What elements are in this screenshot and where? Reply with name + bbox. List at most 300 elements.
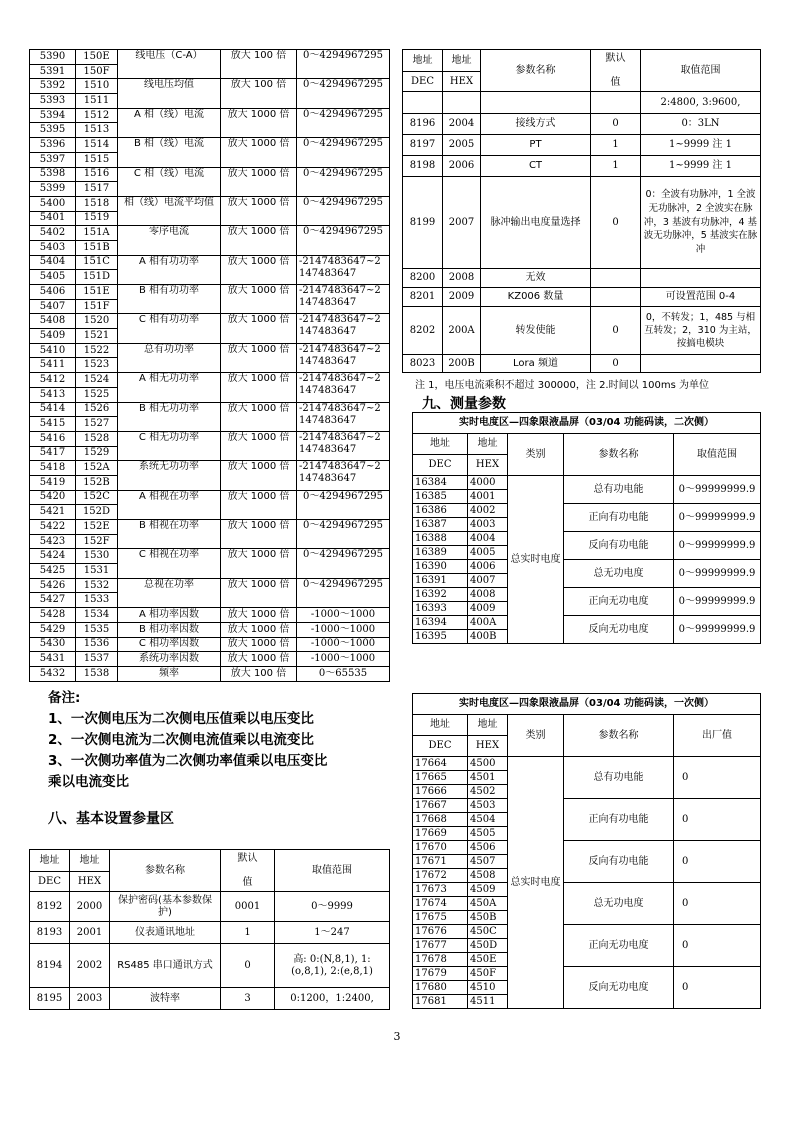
header-hex: HEX (468, 736, 508, 757)
cell-hex: 2007 (443, 177, 481, 269)
cell-hex: 1531 (76, 564, 118, 579)
cell-hex: 1521 (76, 329, 118, 344)
cell-dec: 5426 (30, 578, 76, 593)
cell-param-value: 0～99999999.9 (674, 532, 761, 560)
cell-category: 总实时电度 (508, 476, 564, 644)
caption-row (413, 694, 761, 715)
register-table-left (29, 49, 390, 682)
cell-range: 0：全波有功脉冲，1 全波无功脉冲，2 全波实在脉冲，3 基波有功脉冲，4 基波无功脉冲，5 基波实在脉冲 (641, 177, 761, 269)
cell-hex: 1510 (76, 79, 118, 94)
cell-scale: 放大 1000 倍 (221, 167, 297, 196)
cell-dec: 5421 (30, 505, 76, 520)
cell-default: 1 (221, 922, 275, 944)
cell-param-value: 0 (674, 967, 761, 1009)
cell-hex: 152D (76, 505, 118, 520)
table-row (30, 637, 390, 652)
header-hex: HEX (468, 455, 508, 476)
cell-hex: 151E (76, 285, 118, 300)
table-row (30, 343, 390, 358)
cell-hex: 150F (76, 64, 118, 79)
cell-hex: 152B (76, 475, 118, 490)
table-row (30, 196, 390, 211)
cell-param-name: 反向无功电度 (564, 616, 674, 644)
cell-hex: 4002 (468, 504, 508, 518)
table-row (413, 757, 761, 771)
table-row (30, 108, 390, 123)
table-row (30, 666, 390, 681)
cell-range: -2147483647~2147483647 (297, 431, 390, 460)
table-caption: 实时电度区—四象限液晶屏（03/04 功能码读，二次侧） (413, 413, 761, 434)
cell-name: KZ006 数量 (481, 288, 591, 307)
cell-range: -1000～1000 (297, 622, 390, 637)
cell-dec: 5406 (30, 285, 76, 300)
table-row (30, 79, 390, 94)
cell-hex: 4501 (468, 771, 508, 785)
cell-scale: 放大 1000 倍 (221, 402, 297, 431)
cell-dec: 5418 (30, 461, 76, 476)
cell-hex: 1518 (76, 196, 118, 211)
header-addr-1: 地址 (30, 850, 70, 872)
cell-name: B 相无功功率 (118, 402, 221, 431)
cell-scale: 放大 1000 倍 (221, 578, 297, 607)
cell-dec: 5403 (30, 240, 76, 255)
cell-hex: 1537 (76, 652, 118, 667)
cell-param-value: 0～99999999.9 (674, 588, 761, 616)
cell-hex: 4503 (468, 799, 508, 813)
cell-hex: 1538 (76, 666, 118, 681)
table-row (30, 373, 390, 388)
footnote: 注 1，电压电流乘积不超过 300000，注 2.时间以 100ms 为单位 (415, 380, 710, 391)
cell-hex: 1517 (76, 182, 118, 197)
header-range: 取值范围 (275, 850, 390, 892)
header-param-name: 参数名称 (481, 50, 591, 92)
cell-hex: 4005 (468, 546, 508, 560)
cell-param-value: 0 (674, 757, 761, 799)
table-row (30, 578, 390, 593)
cell-hex: 2006 (443, 156, 481, 177)
cell-dec: 5401 (30, 211, 76, 226)
page-number: 3 (393, 1030, 401, 1043)
cell-name: 线电压均值 (118, 79, 221, 108)
cell-range: -1000～1000 (297, 652, 390, 667)
cell-range: 0～4294967295 (297, 108, 390, 137)
cell-dec: 17672 (413, 869, 468, 883)
cell-hex: 4001 (468, 490, 508, 504)
cell-name: C 相功率因数 (118, 637, 221, 652)
measure-table-secondary (412, 412, 761, 644)
table-row (30, 50, 390, 65)
cell-hex: 1533 (76, 593, 118, 608)
cell-hex: 4508 (468, 869, 508, 883)
cell-hex: 4006 (468, 560, 508, 574)
header-param-name: 参数名称 (564, 434, 674, 476)
table-row (30, 520, 390, 535)
cell-range: 0～4294967295 (297, 520, 390, 549)
table-caption: 实时电度区—四象限液晶屏（03/04 功能码读，一次侧） (413, 694, 761, 715)
cell-hex: 1527 (76, 417, 118, 432)
cell-hex: 400A (468, 616, 508, 630)
cell-dec: 16390 (413, 560, 468, 574)
cell-scale: 放大 1000 倍 (221, 343, 297, 372)
cell-range: 0～65535 (297, 666, 390, 681)
cell-hex: 4007 (468, 574, 508, 588)
cell-dec: 17664 (413, 757, 468, 771)
cell-hex: 1514 (76, 138, 118, 153)
cell-dec: 17681 (413, 995, 468, 1009)
cell-hex: 1524 (76, 373, 118, 388)
cell-range: -2147483647~2147483647 (297, 285, 390, 314)
cell-range: 0～4294967295 (297, 167, 390, 196)
table-row (413, 799, 761, 813)
header-category: 类别 (508, 434, 564, 476)
cell-param-value: 0～99999999.9 (674, 560, 761, 588)
cell-range: 0～4294967295 (297, 490, 390, 519)
header-param-name: 参数名称 (110, 850, 221, 892)
cell-dec: 16385 (413, 490, 468, 504)
cell-hex: 4510 (468, 981, 508, 995)
cell-name: RS485 串口通讯方式 (110, 944, 221, 988)
cell-range: 1~9999 注 1 (641, 156, 761, 177)
cell-dec: 16384 (413, 476, 468, 490)
cell-dec: 5419 (30, 475, 76, 490)
cell-dec: 5407 (30, 299, 76, 314)
cell-hex: 1534 (76, 608, 118, 623)
header-param-name: 参数名称 (564, 715, 674, 757)
cell-range: -1000～1000 (297, 608, 390, 623)
cell-param-name: 正向有功电能 (564, 799, 674, 841)
cell-hex: 2005 (443, 135, 481, 156)
cell-dec: 5405 (30, 270, 76, 285)
cell-scale: 放大 1000 倍 (221, 490, 297, 519)
cell-range: 0～4294967295 (297, 196, 390, 225)
cell-param-name: 总有功电能 (564, 476, 674, 504)
base-settings-table (29, 849, 390, 1010)
cell-dec: 16389 (413, 546, 468, 560)
caption-row (413, 413, 761, 434)
cell-hex: 450C (468, 925, 508, 939)
cell-dec: 5390 (30, 50, 76, 65)
cell-hex: 4000 (468, 476, 508, 490)
cell-dec: 5422 (30, 520, 76, 535)
cell-name: 总有功功率 (118, 343, 221, 372)
cell-name: A 相有功功率 (118, 255, 221, 284)
cell-range: 0：3LN (641, 114, 761, 135)
table-row (413, 967, 761, 981)
cell-name: PT (481, 135, 591, 156)
cell-hex: 1535 (76, 622, 118, 637)
cell-dec: 5398 (30, 167, 76, 182)
note-line-1: 1、一次侧电压为二次侧电压值乘以电压变比 (48, 711, 314, 727)
cell-dec: 5404 (30, 255, 76, 270)
cell-hex: 4504 (468, 813, 508, 827)
cell-hex: 4509 (468, 883, 508, 897)
cell-dec: 5425 (30, 564, 76, 579)
cell-dec: 5391 (30, 64, 76, 79)
cell-hex: 4004 (468, 532, 508, 546)
cell-hex: 1528 (76, 431, 118, 446)
cell-dec: 16395 (413, 630, 468, 644)
cell-default: 0 (591, 307, 641, 355)
cell-dec: 8198 (403, 156, 443, 177)
cell-dec: 5417 (30, 446, 76, 461)
header-dec: DEC (403, 72, 443, 92)
header-category: 类别 (508, 715, 564, 757)
cell-name: 线电压（C-A） (118, 50, 221, 79)
cell-name: 总视在功率 (118, 578, 221, 607)
cell-dec: 8199 (403, 177, 443, 269)
cell-scale: 放大 1000 倍 (221, 622, 297, 637)
cell-range: -2147483647~2147483647 (297, 255, 390, 284)
cell-dec: 16387 (413, 518, 468, 532)
cell-hex: 152E (76, 520, 118, 535)
cell-dec: 8201 (403, 288, 443, 307)
cell-hex: 400B (468, 630, 508, 644)
cell-hex: 1536 (76, 637, 118, 652)
cell-dec: 5408 (30, 314, 76, 329)
cell-dec: 5393 (30, 94, 76, 109)
cell-name: A 相功率因数 (118, 608, 221, 623)
cell-dec: 5413 (30, 387, 76, 402)
cell-name: B 相视在功率 (118, 520, 221, 549)
cell-dec: 17667 (413, 799, 468, 813)
cell-range: 0～4294967295 (297, 549, 390, 578)
table-row (413, 616, 761, 630)
cell-hex: 2008 (443, 269, 481, 288)
cell-hex: 1513 (76, 123, 118, 138)
cell-hex: 2009 (443, 288, 481, 307)
cell-hex: 450D (468, 939, 508, 953)
table-row (30, 622, 390, 637)
table-row (413, 588, 761, 602)
cell-name: 保护密码(基本参数保护) (110, 892, 221, 922)
cell-dec: 17674 (413, 897, 468, 911)
cell-hex: 1511 (76, 94, 118, 109)
cell-hex: 152C (76, 490, 118, 505)
cell-dec: 5402 (30, 226, 76, 241)
cell-range: 0～4294967295 (297, 79, 390, 108)
cell-default: 0 (591, 177, 641, 269)
cell-hex: 2002 (70, 944, 110, 988)
notes-title: 备注: (48, 690, 81, 706)
cell-default: 0001 (221, 892, 275, 922)
cell-param-name: 总无功电度 (564, 883, 674, 925)
cell-dec: 16393 (413, 602, 468, 616)
cell-range: 0～4294967295 (297, 226, 390, 255)
cell-param-value: 0 (674, 841, 761, 883)
cell-name: 转发使能 (481, 307, 591, 355)
cell-empty (591, 92, 641, 114)
cell-dec: 17679 (413, 967, 468, 981)
cell-dec: 16392 (413, 588, 468, 602)
cell-hex: 2004 (443, 114, 481, 135)
cell-dec: 5394 (30, 108, 76, 123)
cell-dec: 8202 (403, 307, 443, 355)
cell-default: 0 (591, 114, 641, 135)
table-row (30, 490, 390, 505)
cell-dec: 17665 (413, 771, 468, 785)
header-addr-2: 地址 (468, 434, 508, 455)
cell-category: 总实时电度 (508, 757, 564, 1009)
cell-scale: 放大 1000 倍 (221, 608, 297, 623)
header-value: 出厂值 (674, 715, 761, 757)
cell-name: 波特率 (110, 988, 221, 1010)
cell-param-name: 正向无功电度 (564, 925, 674, 967)
cell-name: 系统无功功率 (118, 461, 221, 490)
header-default: 默认 值 (591, 50, 641, 92)
cell-range: 0，不转发；1，485 与相互转发；2，310 为主站，按搞电模块 (641, 307, 761, 355)
cell-dec: 17680 (413, 981, 468, 995)
cell-name: B 相有功功率 (118, 285, 221, 314)
cell-dec: 5430 (30, 637, 76, 652)
cell-scale: 放大 1000 倍 (221, 196, 297, 225)
header-hex: HEX (70, 872, 110, 892)
cell-hex: 4500 (468, 757, 508, 771)
cell-name: 零序电流 (118, 226, 221, 255)
cell-param-value: 0 (674, 925, 761, 967)
cell-scale: 放大 1000 倍 (221, 652, 297, 667)
cell-hex: 1520 (76, 314, 118, 329)
cell-range: 可设置范围 0-4 (641, 288, 761, 307)
cell-dec: 17678 (413, 953, 468, 967)
cell-dec: 16391 (413, 574, 468, 588)
table-row (30, 608, 390, 623)
cell-hex: 150E (76, 50, 118, 65)
cell-hex: 152F (76, 534, 118, 549)
cell-dec: 5395 (30, 123, 76, 138)
cell-dec: 17671 (413, 855, 468, 869)
table-row (30, 285, 390, 300)
cell-hex: 4502 (468, 785, 508, 799)
cell-scale: 放大 1000 倍 (221, 520, 297, 549)
cell-hex: 450A (468, 897, 508, 911)
cell-scale: 放大 100 倍 (221, 50, 297, 79)
cell-dec: 17676 (413, 925, 468, 939)
cell-hex: 1529 (76, 446, 118, 461)
table-row (30, 652, 390, 667)
cell-name: 频率 (118, 666, 221, 681)
cell-hex: 151F (76, 299, 118, 314)
cell-scale: 放大 1000 倍 (221, 138, 297, 167)
header-addr-1: 地址 (403, 50, 443, 72)
cell-hex: 1512 (76, 108, 118, 123)
cell-scale: 放大 1000 倍 (221, 314, 297, 343)
cell-range (641, 355, 761, 373)
cell-hex: 4507 (468, 855, 508, 869)
table-row (30, 549, 390, 564)
cell-param-name: 总有功电能 (564, 757, 674, 799)
cell-param-value: 0 (674, 799, 761, 841)
header-addr-1: 地址 (413, 434, 468, 455)
cell-param-name: 正向无功电度 (564, 588, 674, 616)
cell-range: 1~9999 注 1 (641, 135, 761, 156)
cell-dec: 5431 (30, 652, 76, 667)
header-addr-2: 地址 (468, 715, 508, 736)
cell-dec: 8194 (30, 944, 70, 988)
cell-dec: 5409 (30, 329, 76, 344)
cell-dec: 5396 (30, 138, 76, 153)
cell-hex: 4009 (468, 602, 508, 616)
cell-hex: 450E (468, 953, 508, 967)
cell-param-name: 反向有功电能 (564, 841, 674, 883)
table-row (413, 883, 761, 897)
cell-dec: 5397 (30, 152, 76, 167)
cell-dec: 8200 (403, 269, 443, 288)
cell-name: 仪表通讯地址 (110, 922, 221, 944)
cell-dec: 8023 (403, 355, 443, 373)
cell-name: A 相（线）电流 (118, 108, 221, 137)
cell-dec: 5428 (30, 608, 76, 623)
header-value: 取值范围 (674, 434, 761, 476)
cell-dec: 17666 (413, 785, 468, 799)
cell-hex: 4511 (468, 995, 508, 1009)
cell-scale: 放大 1000 倍 (221, 637, 297, 652)
cell-range: -2147483647~2147483647 (297, 461, 390, 490)
header-dec: DEC (30, 872, 70, 892)
cell-hex: 2003 (70, 988, 110, 1010)
cell-range: 高: 0:(N,8,1), 1:(o,8,1), 2:(e,8,1) (275, 944, 390, 988)
cell-name: B 相（线）电流 (118, 138, 221, 167)
cell-range: -2147483647~2147483647 (297, 314, 390, 343)
table-row (30, 138, 390, 153)
cell-range: 1～247 (275, 922, 390, 944)
table-row (30, 167, 390, 182)
cell-dec: 17673 (413, 883, 468, 897)
header-addr-2: 地址 (70, 850, 110, 872)
cell-dec: 5392 (30, 79, 76, 94)
header-dec: DEC (413, 455, 468, 476)
cell-hex: 1519 (76, 211, 118, 226)
cell-default: 3 (221, 988, 275, 1010)
header-addr-2: 地址 (443, 50, 481, 72)
table-row (413, 476, 761, 490)
cell-hex: 2001 (70, 922, 110, 944)
header-hex: HEX (443, 72, 481, 92)
cell-hex: 152A (76, 461, 118, 476)
header-addr-1: 地址 (413, 715, 468, 736)
base-settings-table-continued (402, 49, 761, 373)
cell-scale: 放大 1000 倍 (221, 255, 297, 284)
cell-dec: 5423 (30, 534, 76, 549)
cell-param-name: 反向无功电度 (564, 967, 674, 1009)
cell-hex: 1532 (76, 578, 118, 593)
cell-dec: 8195 (30, 988, 70, 1010)
header-default: 默认 值 (221, 850, 275, 892)
cell-range: 0～4294967295 (297, 578, 390, 607)
header-row (413, 434, 761, 455)
cell-hex: 151B (76, 240, 118, 255)
table-row (413, 504, 761, 518)
notes-block (48, 688, 393, 793)
table-row (413, 560, 761, 574)
cell-dec: 5427 (30, 593, 76, 608)
cell-scale: 放大 1000 倍 (221, 108, 297, 137)
cell-scale: 放大 100 倍 (221, 666, 297, 681)
cell-dec: 5424 (30, 549, 76, 564)
cell-dec: 17677 (413, 939, 468, 953)
table-row (413, 925, 761, 939)
cell-default: 1 (591, 135, 641, 156)
header-dec: DEC (413, 736, 468, 757)
cell-scale: 放大 1000 倍 (221, 549, 297, 578)
cell-dec: 5420 (30, 490, 76, 505)
cell-hex: 200B (443, 355, 481, 373)
cell-hex: 1523 (76, 358, 118, 373)
note-line-2: 2、一次侧电流为二次侧电流值乘以电流变比 (48, 732, 314, 748)
cell-hex: 151C (76, 255, 118, 270)
cell-default: 1 (591, 156, 641, 177)
note-line-3: 3、一次侧功率值为二次侧功率值乘以电压变比 (48, 753, 328, 769)
cell-param-value: 0～99999999.9 (674, 504, 761, 532)
